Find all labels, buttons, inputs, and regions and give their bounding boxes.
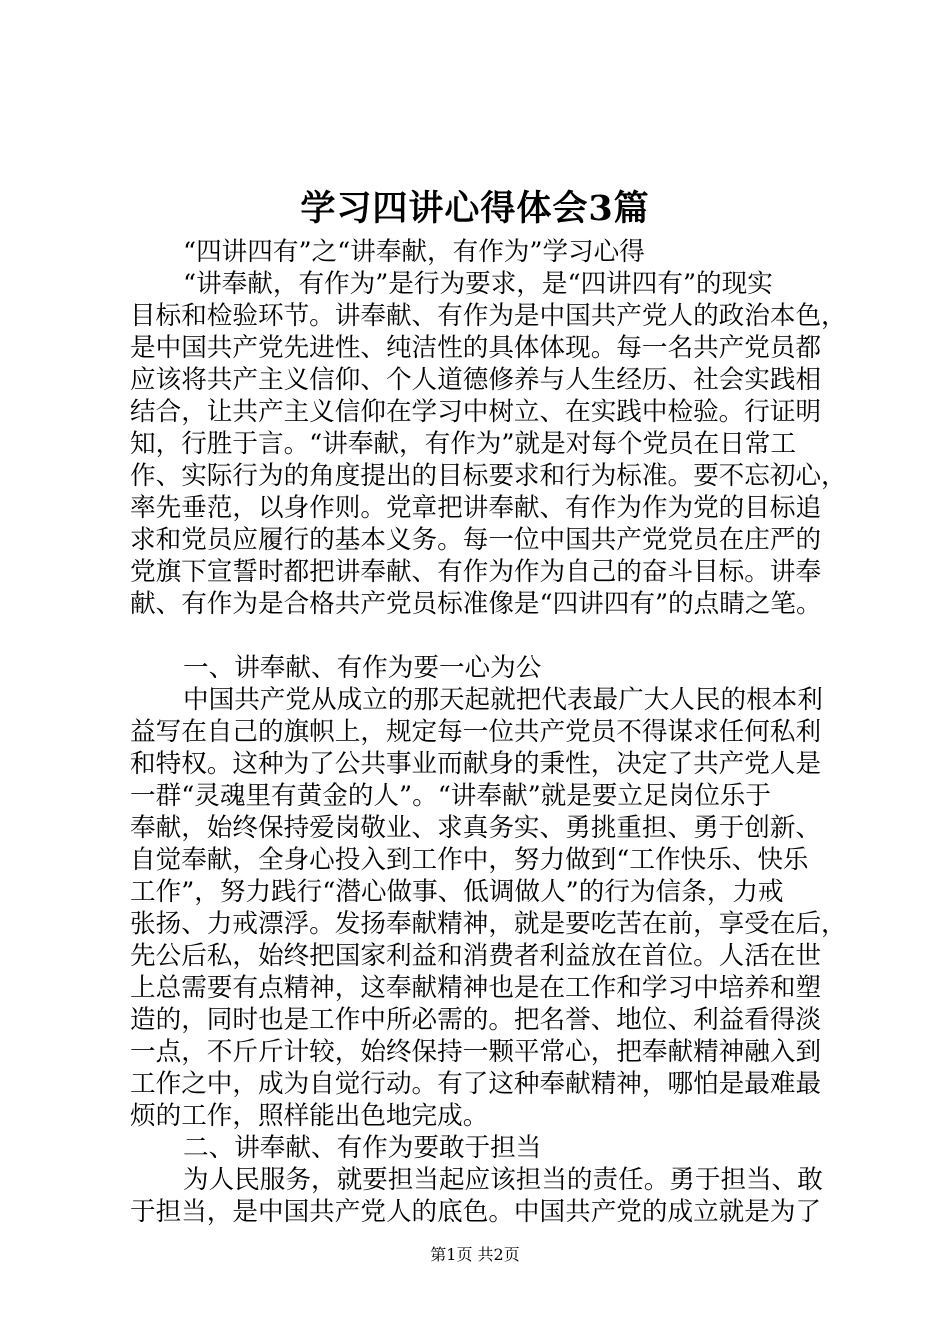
text-line: “讲奉献，有作为”是行为要求，是“四讲四有”的现实 [183,269,773,299]
text-line: 党旗下宣誓时都把讲奉献、有作为作为自己的奋斗目标。讲奉 [130,557,822,587]
text-line: 作、实际行为的角度提出的目标要求和行为标准。要不忘初心， [130,461,847,491]
text-line: 造的，同时也是工作中所必需的。把名誉、地位、利益看得淡 [130,1005,822,1035]
text-line: 为人民服务，就要担当起应该担当的责任。勇于担当、敢 [183,1165,823,1195]
text-line: 工作之中，成为自觉行动。有了这种奉献精神，哪怕是最难最 [130,1069,822,1099]
text-line: 一点，不斤斤计较，始终保持一颗平常心，把奉献精神融入到 [130,1037,822,1067]
text-line: 目标和检验环节。讲奉献、有作为是中国共产党人的政治本色， [130,301,847,331]
text-line: 是中国共产党先进性、纯洁性的具体体现。每一名共产党员都 [130,333,822,363]
text-line: 益写在自己的旗帜上，规定每一位共产党员不得谋求任何私利 [130,717,822,747]
text-line: 率先垂范，以身作则。党章把讲奉献、有作为作为党的目标追 [130,493,822,523]
text-line: 求和党员应履行的基本义务。每一位中国共产党党员在庄严的 [130,525,822,555]
text-line: 知，行胜于言。“讲奉献，有作为”就是对每个党员在日常工 [130,429,797,459]
text-line: 于担当，是中国共产党人的底色。中国共产党的成立就是为了 [130,1197,822,1227]
text-line: 二、讲奉献、有作为要敢于担当 [183,1133,542,1163]
document-title: 学习四讲心得体会3篇 [300,188,650,229]
page-footer: 第1页 共2页 [430,1245,520,1264]
text-line: 烦的工作，照样能出色地完成。 [130,1101,489,1131]
text-line: 献、有作为是合格共产党员标准像是“四讲四有”的点睛之笔。 [130,589,822,619]
text-line: 中国共产党从成立的那天起就把代表最广大人民的根本利 [183,685,823,715]
text-line: 自觉奉献，全身心投入到工作中，努力做到“工作快乐、快乐 [130,845,809,875]
text-line: 工作”，努力践行“潜心做事、低调做人”的行为信条，力戒 [130,877,784,907]
text-line: 和特权。这种为了公共事业而献身的秉性，决定了共产党人是 [130,749,822,779]
text-line: 一群“灵魂里有黄金的人”。“讲奉献”就是要立足岗位乐于 [130,781,771,811]
text-line: 应该将共产主义信仰、个人道德修养与人生经历、社会实践相 [130,365,822,395]
text-line: 上总需要有点精神，这奉献精神也是在工作和学习中培养和塑 [130,973,822,1003]
text-line: 结合，让共产主义信仰在学习中树立、在实践中检验。行证明 [130,397,822,427]
text-line: 张扬、力戒漂浮。发扬奉献精神，就是要吃苦在前，享受在后， [130,909,847,939]
text-line: “四讲四有”之“讲奉献，有作为”学习心得 [183,237,645,267]
text-line: 先公后私，始终把国家利益和消费者利益放在首位。人活在世 [130,941,822,971]
text-line: 一、讲奉献、有作为要一心为公 [183,653,542,683]
text-line: 奉献，始终保持爱岗敬业、求真务实、勇挑重担、勇于创新、 [130,813,822,843]
